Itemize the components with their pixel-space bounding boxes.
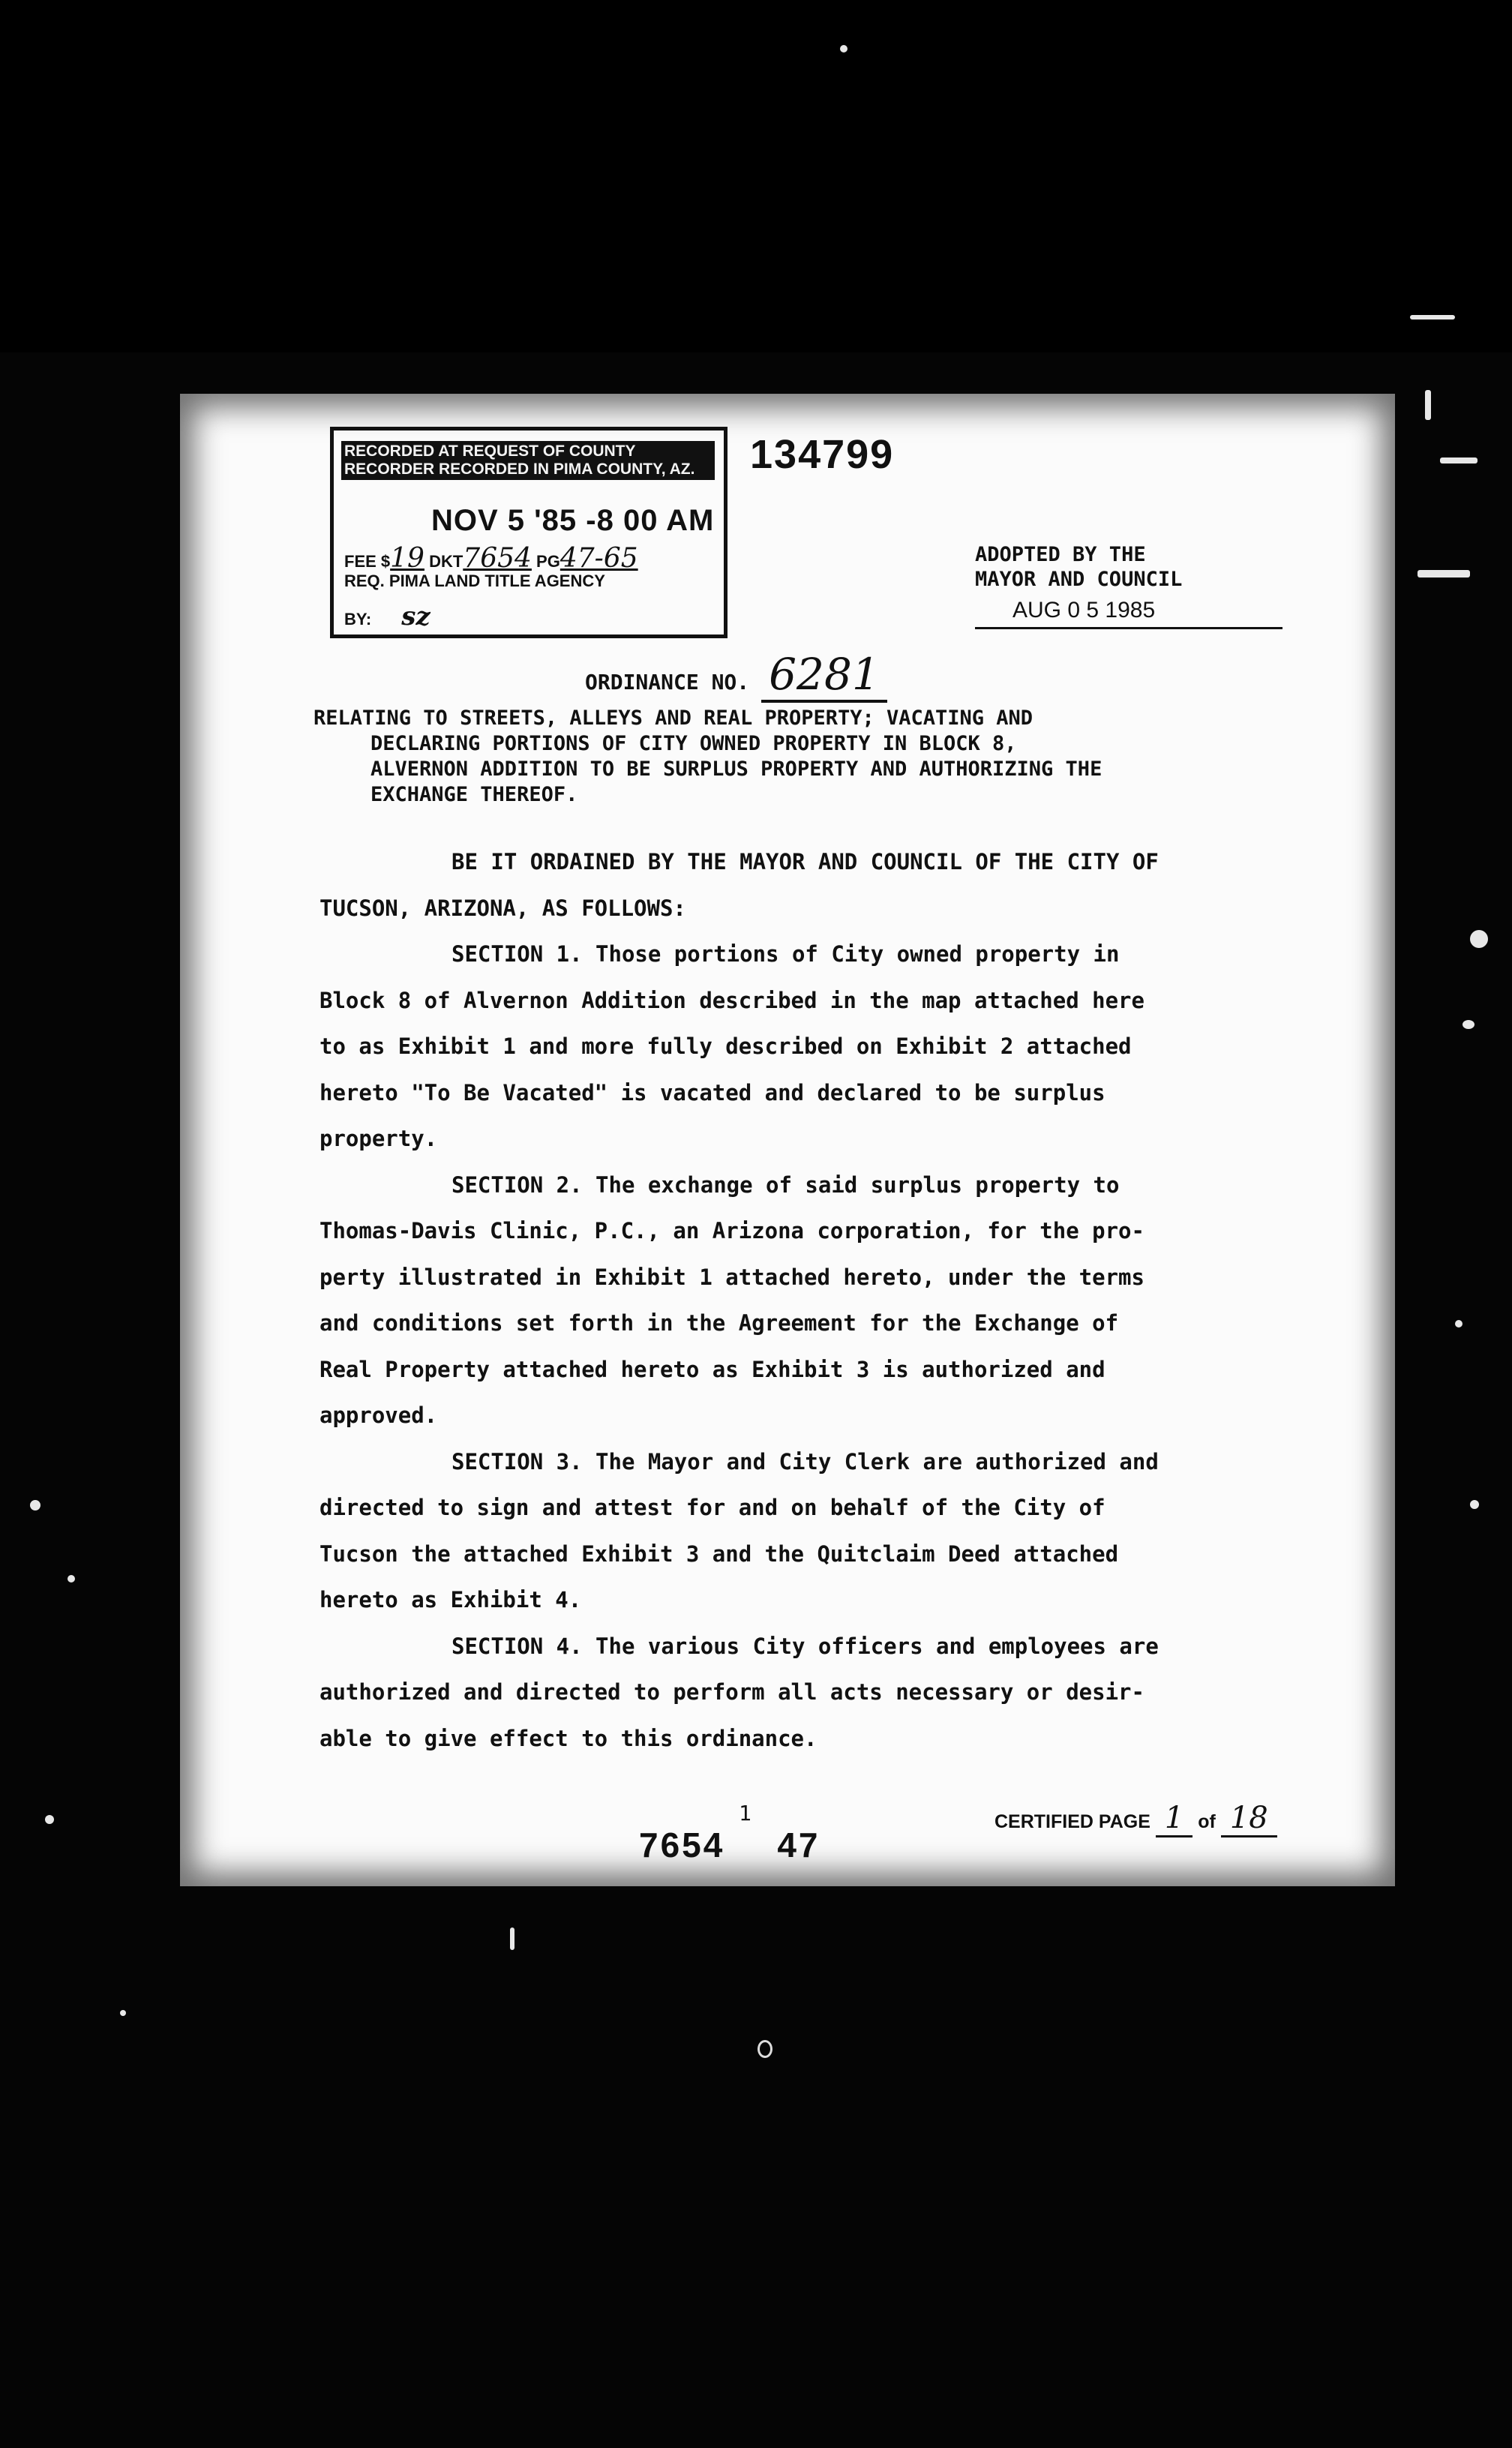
body-line: Real Property attached hereto as Exhibit 3 is authorized and	[320, 1356, 1106, 1382]
body-line: TUCSON, ARIZONA, AS FOLLOWS:	[320, 895, 686, 921]
scan-speck	[758, 2040, 772, 2058]
body-line: Thomas-Davis Clinic, P.C., an Arizona corporation, for the pro-	[320, 1218, 1144, 1244]
scan-speck	[45, 1815, 54, 1824]
ordinance-body	[320, 839, 1294, 1762]
page-number: 1	[739, 1801, 752, 1826]
scan-speck	[1470, 1500, 1479, 1509]
pg-value: 47-65	[560, 543, 638, 574]
scan-speck	[1462, 1020, 1474, 1029]
scan-speck	[1425, 390, 1431, 420]
body-line: able to give effect to this ordinance.	[320, 1725, 818, 1751]
scan-speck	[1470, 930, 1488, 948]
body-line: authorized and directed to perform all acts necessary or desir-	[320, 1679, 1144, 1705]
body-line: hereto "To Be Vacated" is vacated and declared to be surplus	[320, 1079, 1106, 1106]
by-label: BY:	[344, 610, 372, 628]
section-4-heading: SECTION 4. The various City officers and employees are	[452, 1633, 1159, 1659]
adopted-date: AUG 0 5 1985	[975, 598, 1282, 629]
scan-speck	[1410, 315, 1455, 320]
body-line: Block 8 of Alvernon Addition described in the map attached here	[320, 987, 1144, 1013]
of-label: of	[1198, 1811, 1216, 1832]
page-label: PAGE	[1098, 1811, 1150, 1832]
page-current: 1	[1156, 1801, 1192, 1838]
relating-line: ALVERNON ADDITION TO BE SURPLUS PROPERTY AND AUTHORIZING THE	[370, 758, 1102, 781]
body-line: to as Exhibit 1 and more fully described on Exhibit 2 attached	[320, 1034, 1132, 1059]
body-line: approved.	[320, 1402, 438, 1428]
body-line: and conditions set forth in the Agreement for the Exchange of	[320, 1310, 1119, 1336]
recorder-stamp-header: RECORDED AT REQUEST OF COUNTY RECORDER RECORDED IN PIMA COUNTY, AZ.	[341, 441, 715, 480]
page-total: 18	[1221, 1801, 1277, 1838]
scan-speck	[30, 1500, 40, 1510]
relating-clause	[314, 706, 1274, 808]
scan-speck	[120, 2010, 126, 2016]
dkt-label: DKT	[429, 552, 464, 571]
section-3-heading: SECTION 3. The Mayor and City Clerk are authorized and	[452, 1448, 1159, 1474]
body-line: directed to sign and attest for and on behalf of the City of	[320, 1495, 1106, 1520]
recorder-stamp-by	[344, 602, 430, 632]
scan-speck	[1418, 570, 1470, 578]
scan-speck	[68, 1575, 75, 1582]
certified-label: CERTIFIED	[994, 1811, 1094, 1832]
scan-speck	[1455, 1320, 1462, 1328]
document-number: 134799	[750, 432, 895, 477]
book-page-stamp	[639, 1825, 820, 1865]
relating-line: EXCHANGE THEREOF.	[370, 783, 578, 806]
relating-line: RELATING TO STREETS, ALLEYS AND REAL PROPERTY; VACATING AND	[314, 706, 1034, 730]
body-line: property.	[320, 1126, 438, 1151]
body-line: hereto as Exhibit 4.	[320, 1587, 582, 1612]
fee-value: 19	[390, 543, 424, 574]
scan-speck	[510, 1928, 514, 1950]
adopted-line-1: ADOPTED BY THE	[975, 543, 1146, 566]
pg-label: PG	[536, 552, 560, 571]
recorder-stamp-fee-line	[344, 543, 638, 574]
ordinance-number-value: 6281	[761, 649, 887, 703]
section-1-heading: SECTION 1. Those portions of City owned property in	[452, 941, 1120, 967]
recorder-stamp	[330, 427, 728, 638]
body-line: perty illustrated in Exhibit 1 attached hereto, under the terms	[320, 1264, 1144, 1290]
body-line: Tucson the attached Exhibit 3 and the Quitclaim Deed attached	[320, 1540, 1119, 1567]
body-line: BE IT ORDAINED BY THE MAYOR AND COUNCIL OF THE CITY OF	[452, 849, 1159, 874]
adopted-stamp	[975, 542, 1282, 629]
top-black-band	[0, 0, 1512, 352]
dkt-value: 7654	[463, 543, 532, 574]
document-page	[180, 394, 1395, 1886]
scan-speck	[1440, 458, 1478, 464]
fee-label: FEE $	[344, 552, 391, 571]
certified-page-stamp	[994, 1801, 1277, 1835]
book-page: 47	[777, 1826, 820, 1864]
section-2-heading: SECTION 2. The exchange of said surplus property to	[452, 1172, 1120, 1198]
by-initials: sz	[401, 602, 430, 632]
ordinance-number	[585, 649, 887, 703]
ordinance-label: ORDINANCE NO.	[585, 670, 750, 694]
recorder-stamp-date: NOV 5 '85 -8 00 AM	[431, 504, 715, 537]
relating-line: DECLARING PORTIONS OF CITY OWNED PROPERTY IN BLOCK 8,	[370, 732, 1017, 755]
scan-speck	[840, 45, 848, 52]
adopted-line-2: MAYOR AND COUNCIL	[975, 568, 1183, 591]
book-number: 7654	[639, 1826, 725, 1864]
recorder-stamp-req: REQ. PIMA LAND TITLE AGENCY	[344, 572, 605, 590]
